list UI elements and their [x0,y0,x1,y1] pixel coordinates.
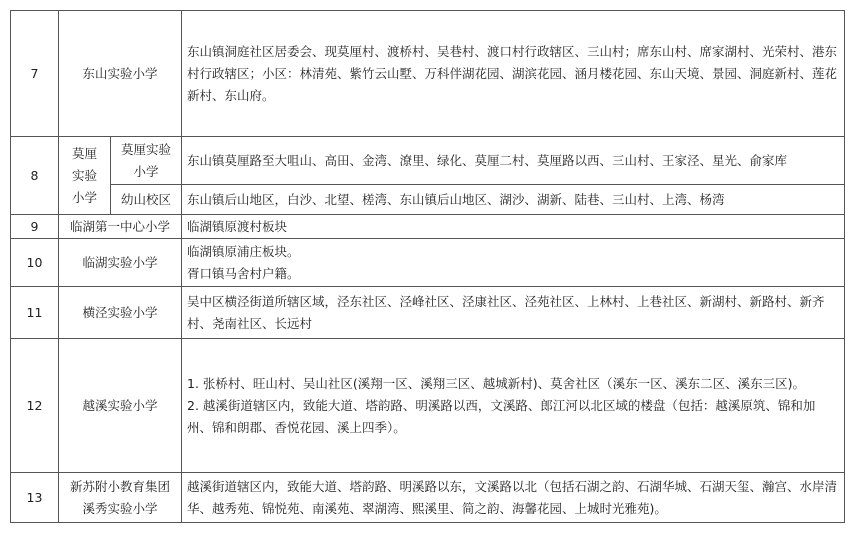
row-number: 11 [11,287,59,339]
school-name: 东山实验小学 [59,11,182,137]
row-number: 10 [11,239,59,287]
row-number: 9 [11,215,59,239]
school-name: 临湖实验小学 [59,239,182,287]
enrollment-area: 东山镇后山地区，白沙、北望、槎湾、东山镇后山地区、湖沙、湖新、陆巷、三山村、上湾、杨湾 [182,185,845,215]
enrollment-area: 东山镇洞庭社区居委会、现莫厘村、渡桥村、吴巷村、渡口村行政辖区、三山村；席东山村、席家湖村、光荣村、港东村行政辖区；小区：林清苑、紫竹云山墅、万科伴湖花园、湖滨花园、涵月楼花园、东山天境、景园、洞庭新村、莲花新村、东山府。 [182,11,845,137]
table-row [11,239,845,287]
school-name-line: 新苏附小教育集团 [70,478,171,494]
campus-name: 幼山校区 [111,185,182,215]
row-number: 8 [11,137,59,215]
school-name-line: 小学 [71,189,97,205]
enrollment-area [182,339,845,473]
enrollment-area: 越溪街道辖区内，致能大道、塔韵路、明溪路以东，文溪路以北（包括石湖之韵、石湖华城、石湖天玺、瀚宫、水岸清华、越秀苑、锦悦苑、南溪苑、翠湖湾、熙溪里、简之韵、海馨花园、上城时光雅苑)。 [182,473,845,523]
row-number: 13 [11,473,59,523]
row-number: 12 [11,339,59,473]
school-name [59,473,182,523]
enrollment-area: 临湖镇原渡村板块 [182,215,845,239]
table-row [11,11,845,137]
school-name: 临湖第一中心小学 [59,215,182,239]
enrollment-area: 东山镇莫厘路至大咀山、高田、金湾、潦里、绿化、莫厘二村、莫厘路以西、三山村、王家泾、星光、俞家库 [182,137,845,185]
school-name-line: 实验 [71,167,97,183]
table-row [11,339,845,473]
school-name [59,137,111,215]
table-row [11,473,845,523]
school-name-line: 溪秀实验小学 [82,500,158,516]
area-line: 胥口镇马舍村户籍。 [187,265,300,281]
row-number: 7 [11,11,59,137]
table-row [11,287,845,339]
school-name: 越溪实验小学 [59,339,182,473]
table-row [11,137,845,185]
enrollment-area: 吴中区横泾街道所辖区域，泾东社区、泾峰社区、泾康社区、泾苑社区、上林村、上巷社区、新湖村、新路村、新齐村、尧南社区、长远村 [182,287,845,339]
enrollment-area [182,239,845,287]
school-name-line: 莫厘 [71,145,97,161]
area-line: 临湖镇原浦庄板块。 [187,243,300,259]
school-name: 横泾实验小学 [59,287,182,339]
campus-name: 莫厘实验小学 [111,137,182,185]
area-line: 1. 张桥村、旺山村、吴山社区(溪翔一区、溪翔三区、越城新村)、莫舍社区（溪东一区、溪东二区、溪东三区)。 [187,375,806,391]
table-row [11,185,845,215]
table-row [11,215,845,239]
area-line: 2. 越溪街道辖区内，致能大道、塔韵路、明溪路以西，文溪路、郎江河以北区域的楼盘（包括：越溪原筑、锦和加州、锦和朗郡、香悦花园、溪上四季）。 [187,397,816,435]
school-district-table [10,10,845,523]
